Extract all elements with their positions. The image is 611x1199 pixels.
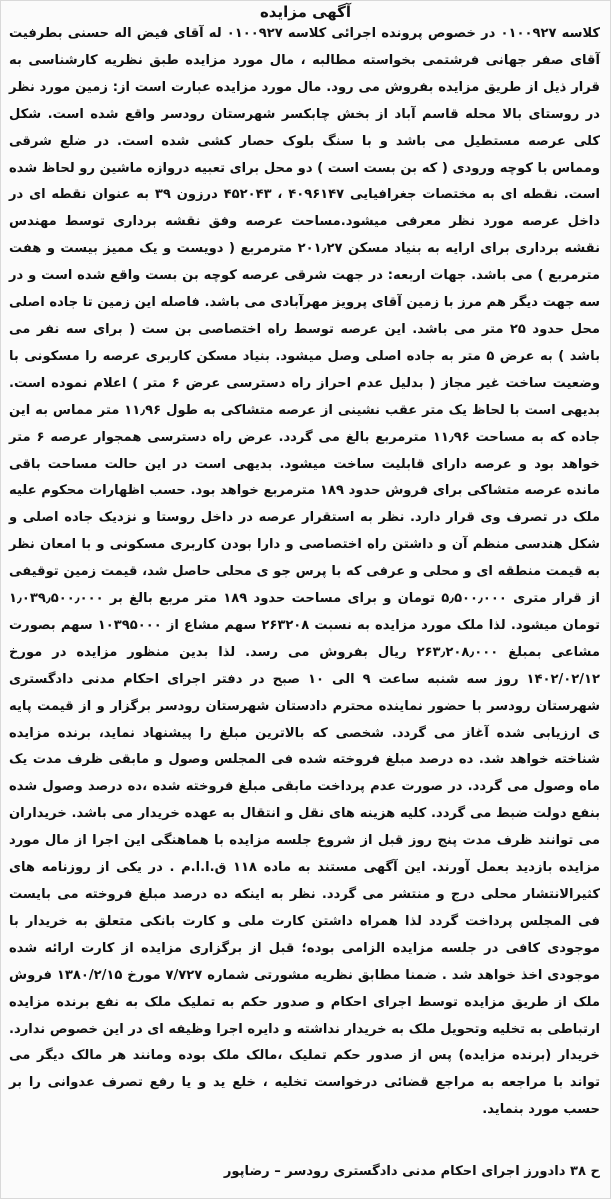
notice-body: کلاسه ۰۱۰۰۹۲۷ در خصوص پرونده اجرائی کلاسه ۰۱۰۰۹۲۷ له آقای فیض اله حسنی بطرفیت آقای صفر جهانی فرشتمی بخواسته مطالبه ، مال مورد مزایده طبق نظریه کارشناسی به قرار ذیل از طریق مزایده بفروش می رود. مال مورد مزایده عبارت است از: زمین مورد نظر در روستای بالا محله قاسم آباد از بخش چابکسر شهرستان رودسر واقع شده است. شکل کلی عرصه مستطیل می باشد و با سنگ بلوک حصار کشی شده است. در ضلع شرقی ومماس با کوچه ورودی ( که بن بست است ) دو محل برای تعبیه دروازه ماشین رو لحاظ شده است. نقطه ای به مختصات جغرافیایی ۴۰۹۶۱۴۷ ، ۴۵۲۰۴۳ درزون ۳۹ به عنوان نقطه ای در داخل عرصه مورد نظر معرفی میشود.مساحت عرصه وفق نقشه برداری توسط مهندس نقشه برداری برای ارایه به بنیاد مسکن ۲۰۱٫۲۷ مترمربع ( دویست و یک ممیز بیست و هفت مترمربع ) می باشد. جهات اربعه: در جهت شرقی عرصه کوچه بن بست واقع شده است و در سه جهت دیگر هم مرز با زمین آقای پرویز مهرآبادی می باشد. فاصله این زمین تا جاده اصلی محل حدود ۲۵ متر می باشد. این عرصه توسط راه اختصاصی بن ست ( برای سه نفر می باشد ) به عرض ۵ متر به جاده اصلی وصل میشود. بنیاد مسکن کاربری عرصه را مسکونی با وضعیت ساخت غیر مجاز ( بدلیل عدم احراز راه دسترسی عرض ۶ متر ) اعلام نموده است. بدیهی است با لحاظ یک متر عقب نشینی از عرصه متشاکی به طول ۱۱٫۹۶ متر مماس به این جاده که به مساحت ۱۱٫۹۶ مترمربع بالغ می گردد. عرض راه دسترسی همجوار عرصه ۶ متر خواهد بود و عرصه دارای قابلیت ساخت میشود. بدیهی است در این حالت مساحت باقی مانده عرصه متشاکی برای فروش حدود ۱۸۹ مترمربع خواهد بود. حسب اظهارات محکوم علیه ملک در تصرف وی قرار دارد. نظر به استقرار عرصه در داخل روستا و نزدیک جاده اصلی و شکل هندسی منظم آن و داشتن راه اختصاصی و دارا بودن کاربری مسکونی و با امعان نظر به قیمت منطقه ای و محلی و عرفی که با پرس جو ی محلی حاصل شد، قیمت زمین توقیفی از قرار متری ۵٫۵۰۰٫۰۰۰ تومان و برای مساحت حدود ۱۸۹ متر مربع بالغ بر ۱٫۰۳۹٫۵۰۰٫۰۰۰ تومان میشود. لذا ملک مورد مزایده به نسبت ۲۶۳۲۰۸ سهم مشاع از ۱۰۳۹۵۰۰۰ سهم بصورت مشاعی بمبلغ ۲۶۳٫۲۰۸٫۰۰۰ ریال بفروش می رسد. لذا بدین منظور مزایده در مورخ ۱۴۰۲/۰۲/۱۲ روز سه شنبه ساعت ۹ الی ۱۰ صبح در دفتر اجرای احکام مدنی دادگستری شهرستان رودسر با حضور نماینده محترم دادستان شهرستان رودسر برگزار و از قیمت پایه ی ارزیابی شده آغاز می گردد. شخصی که بالاترین مبلغ را پیشنهاد نماید، برنده مزایده شناخته خواهد شد. ده درصد مبلغ فروخته شده فی المجلس وصول و مابقی ظرف مدت یک ماه وصول می گردد. در صورت عدم پرداخت مابقی مبلغ فروخته شده ،ده درصد وصول شده بنفع دولت ضبط می گردد. کلیه هزینه های نقل و انتقال به عهده خریدار می باشد. خریداران می توانند ظرف مدت پنج روز قبل از شروع جلسه مزایده با هماهنگی این اجرا از مال مورد مزایده بازدید بعمل آورند. این آگهی مستند به ماده ۱۱۸ ق.ا.ا.م . در یکی از روزنامه های کثیرالانتشار محلی درج و منتشر می گردد. نظر به اینکه ده درصد مبلغ فروخته می بایست فی المجلس پرداخت گردد لذا همراه داشتن کارت ملی و کارت بانکی متعلق به خریدار با موجودی کافی در جلسه مزایده الزامی بوده؛ قبل از برگزاری مزایده از کارت ارائه شده موجودی اخذ خواهد شد . ضمنا مطابق نظریه مشورتی شماره ۷/۷۲۷ مورخ ۱۳۸۰/۲/۱۵ فروش ملک از طریق مزایده توسط اجرای احکام و صدور حکم به تملیک ملک به نفع برنده مزایده ارتباطی به تخلیه وتحویل ملک به خریدار نداشته و دایره اجرا وظیفه ای در این خصوص ندارد. خریدار (برنده مزایده) پس از صدور حکم تملیک ،مالک ملک بوده ومانند هر مالک دیگر می تواند با مراجعه به مراجع قضائی درخواست تخلیه ، خلع ید و یا رفع تصرف عدوانی را بر حسب مورد بنماید. bbox=[9, 26, 601, 1118]
notice-signature: ح ۳۸ دادورز اجرای احکام مدنی دادگستری رودسر – رضاپور bbox=[223, 1164, 600, 1179]
notice-title: آگهی مزایده bbox=[259, 3, 352, 21]
